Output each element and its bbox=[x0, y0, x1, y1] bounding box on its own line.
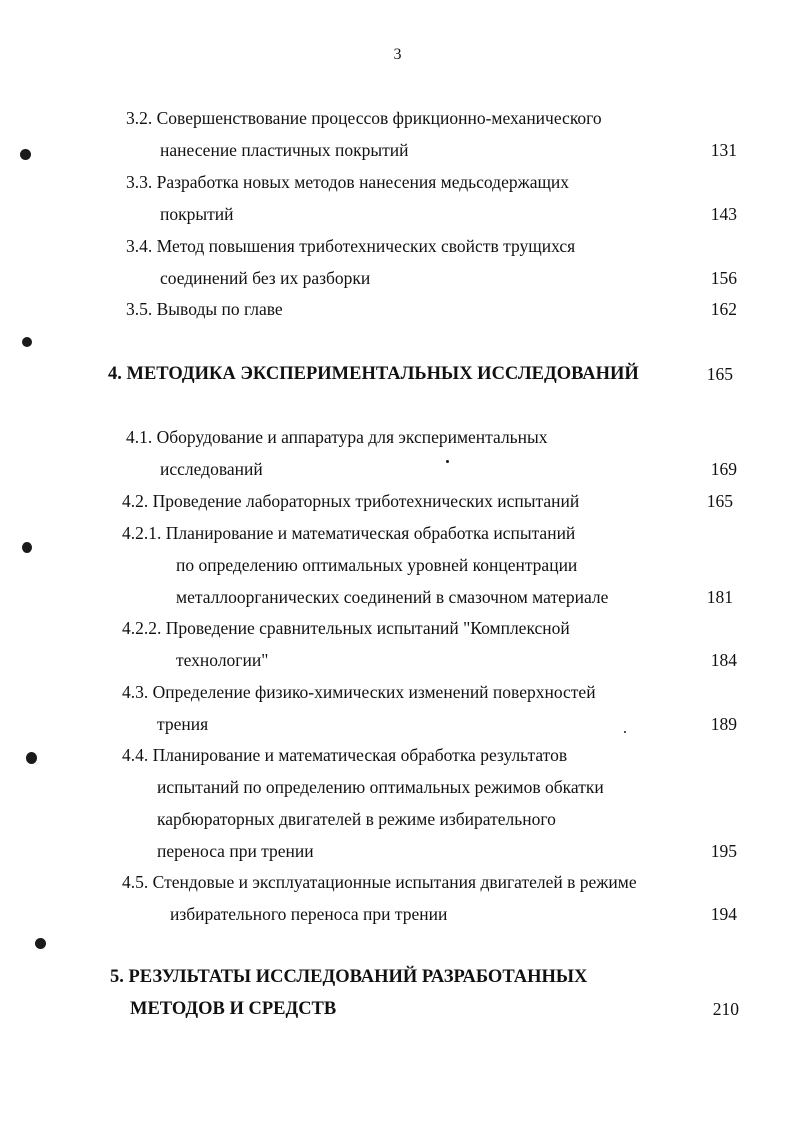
toc-line: 3.5. Выводы по главе bbox=[126, 299, 283, 319]
toc-line: избирательного переноса при трении bbox=[170, 904, 448, 924]
toc-line: 4.4. Планирование и математическая обработка результатов bbox=[122, 745, 568, 765]
toc-line: 3.4. Метод повышения триботехнических свойств трущихся bbox=[126, 236, 576, 256]
toc-page-number: 169 bbox=[710, 459, 737, 479]
toc-page-number: 143 bbox=[710, 204, 737, 224]
page-number: 3 bbox=[393, 46, 402, 63]
scan-mark-blot bbox=[22, 542, 32, 553]
toc-page-number: 165 bbox=[706, 491, 733, 511]
toc-line: 4.1. Оборудование и аппаратура для экспериментальных bbox=[126, 427, 548, 447]
toc-line: 4.2.2. Проведение сравнительных испытаний "Комплексной bbox=[122, 618, 570, 638]
toc-line: переноса при трении bbox=[157, 841, 314, 861]
scan-mark-blot bbox=[20, 149, 31, 160]
toc-page-number: 194 bbox=[710, 904, 737, 924]
toc-line: трения bbox=[157, 714, 209, 734]
toc-page-number: 189 bbox=[710, 714, 737, 734]
scan-speck bbox=[624, 731, 626, 733]
toc-line: нанесение пластичных покрытий bbox=[160, 140, 409, 160]
toc-line: 4.3. Определение физико-химических изменений поверхностей bbox=[122, 682, 596, 702]
toc-chapter-title: 5. РЕЗУЛЬТАТЫ ИССЛЕДОВАНИЙ РАЗРАБОТАННЫХ bbox=[110, 967, 588, 987]
scan-mark-blot bbox=[35, 938, 46, 949]
toc-line: металлоорганических соединений в смазочном материале bbox=[176, 587, 609, 607]
toc-page-number: 162 bbox=[710, 299, 737, 319]
toc-page-number: 131 bbox=[710, 140, 737, 160]
toc-line: технологии" bbox=[176, 650, 269, 670]
toc-line: 3.2. Совершенствование процессов фрикционно-механического bbox=[126, 108, 602, 128]
toc-page-number: 184 bbox=[710, 650, 737, 670]
toc-line: карбюраторных двигателей в режиме избирательного bbox=[157, 809, 556, 829]
toc-page-number: 156 bbox=[710, 268, 737, 288]
toc-line: 4.2.1. Планирование и математическая обработка испытаний bbox=[122, 523, 576, 543]
toc-line: по определению оптимальных уровней концентрации bbox=[176, 555, 578, 575]
scan-speck bbox=[446, 460, 449, 463]
toc-chapter-title: МЕТОДОВ И СРЕДСТВ bbox=[130, 999, 337, 1019]
toc-line: 3.3. Разработка новых методов нанесения медьсодержащих bbox=[126, 172, 570, 192]
toc-page-number: 181 bbox=[706, 587, 733, 607]
toc-line: исследований bbox=[160, 459, 263, 479]
toc-line: покрытий bbox=[160, 204, 234, 224]
toc-line: испытаний по определению оптимальных режимов обкатки bbox=[157, 777, 604, 797]
toc-line: соединений без их разборки bbox=[160, 268, 371, 288]
toc-line: 4.2. Проведение лабораторных триботехнических испытаний bbox=[122, 491, 580, 511]
toc-page-number: 195 bbox=[710, 841, 737, 861]
toc-page-number: 165 bbox=[706, 364, 733, 384]
scan-mark-blot bbox=[22, 337, 32, 347]
toc-line: 4.5. Стендовые и эксплуатационные испытания двигателей в режиме bbox=[122, 872, 637, 892]
toc-chapter-title: 4. МЕТОДИКА ЭКСПЕРИМЕНТАЛЬНЫХ ИССЛЕДОВАНИЙ bbox=[108, 364, 639, 384]
toc-page-number: 210 bbox=[712, 999, 739, 1019]
scan-mark-blot bbox=[26, 752, 37, 764]
